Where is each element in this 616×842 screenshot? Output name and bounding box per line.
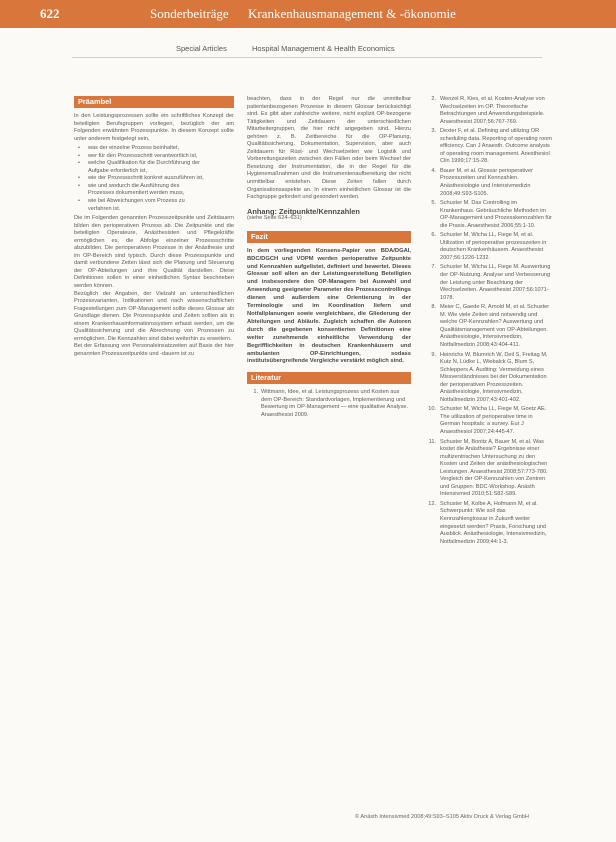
reference-number: 12. [428, 500, 436, 507]
subheader-divider [72, 57, 542, 58]
reference-item [424, 352, 552, 405]
reference-text: Schuster M, Wicha LL, Fiege M, et al. Utilization of perioperative prozesszeiten in deutschen Krankenhäusern. Anaesthesist 2007;56:1226-1232. [440, 232, 547, 261]
subheader-right: Hospital Management & Health Economics [252, 44, 395, 53]
preamble-paragraph: Bei der Erfassung von Personaleinsatzzeiten auf Basis der hier genannten Prozesszeitpunkte und -dauern ist zu [74, 343, 234, 357]
reference-item [424, 168, 552, 198]
reference-item [424, 96, 552, 126]
header-bar [0, 0, 616, 28]
preamble-intro: In den Leistungsprozessen sollte ein schriftliches Konzept der beteiligten Berufsgruppen vorliegen, bezüglich der am Folgenden erwähnten Prozesspunkte. In diesem Konzept sollte unter anderem festgelegt sein, [74, 113, 234, 142]
list-item: • welche Qualifikation für die Durchführung der Aufgabe erforderlich ist, [74, 160, 234, 175]
reference-number: 6. [431, 232, 436, 239]
section-title: Sonderbeiträge [150, 6, 229, 21]
reference-number: 1. [253, 389, 258, 396]
topic-title: Krankenhausmanagement & -ökonomie [248, 6, 456, 21]
reference-text: Wenzel R, Kies, et al. Kosten-Analyse von Wechselzeiten im OP. Theoretische Betrachtungen und Anwendungsbeispiele. Anaesthesist 2007;56:767-769. [440, 96, 545, 125]
reference-text: Meier C, Gaede R, Arnold M, et al. Schuster M. Wie viele Zeiten sind notwendig und welche OP-Kennzahlen? Auswertung und Qualitätsmanagement von OP-Abteilungen. Anästhesiologie, Intensivmedizin, Notfallmedizin 2008;43:404-411. [440, 304, 550, 348]
list-item: • was der einzelne Prozess beinhaltet, [74, 145, 234, 153]
reference-number: 7. [431, 264, 436, 271]
reference-item [424, 128, 552, 166]
list-item: • wie und wodurch die Ausführung des Prozesses dokumentiert werden muss, [74, 183, 234, 198]
reference-number: 10. [428, 406, 436, 413]
reference-item [424, 200, 552, 230]
conclusion-body: In dem vorliegenden Konsens-Papier von BDA/DGAI, BDC/DGCH und VOPM werden perioperative Zeitpunkte und Kennzahlen aufgelistet, definiert und bewertet. Dieses Glossar soll allen an der Leistungserstellung Beteiligten und insbesondere den OP-Managern bei Auswahl und Anwendung geeigneter Parameter des Prozesscontrollings dienen und außerdem eine Orientierung in der Terminologie und im Koordination liefern und Notfallplanungen sowie vergleichbare, die Gliederung der Abteilungen und Abläufe. Zugleich schaffen die Autoren durch die gegebenen konsentierten Definitionen eine weiter zunehmende einheitliche Verwendung der Begrifflichkeiten in deutschen Krankenhäusern und ambulanten OP-Einrichtungen, sodass institutsübergreifende Vergleiche verstärkt möglich sind. [247, 247, 411, 365]
column-left [74, 96, 234, 359]
reference-text: Heinrichs W, Blumrich W, Deil S, Freitag M, Kutz N, Lüdke L, Wiebalck G, Blum S, Schleppers A. Auditing: Vermeidung eines Missverständnisses bei der Dokumentation der perioperativen Prozesszeiten. Anästhesiologie, Intensivmedizin, Notfallmedizin 2007;43:401-402. [440, 351, 548, 403]
reference-text: Dexter F, et al. Defining and utilizing OR scheduling data. Reporting of operating room efficiency. Can J Anaesth. Outcome analysis of operating room management. Anesthesiol Clin 1999;17:15-28. [440, 128, 552, 165]
list-item: • wie der Prozessschritt konkret auszuführen ist, [74, 175, 234, 183]
reference-text: Schuster M, Wicha LL, Fiege M, Goetz AE. The utilization of perioperative time in German hospitals: a survey. Eur J Anaesthesiol 2007;24:445-47. [440, 406, 547, 435]
conclusion-heading: Fazit [247, 231, 411, 243]
reference-item [424, 501, 552, 546]
reference-number: 4. [431, 167, 436, 174]
reference-list [247, 389, 411, 419]
preamble-paragraph: Bezüglich der Angaben, der Vielzahl an unterschiedlichen Prozessvarianten, Indikationen und nach wissenschaftlichen Fragestellungen zum OP-Management sollte dieses Glossar als Grundlage dienen. Die Prozesspunkte und Zeiten sollten als in einem Krankenhausinformationssystem erfasst werden, um die Qualitätssicherung und die Abrechnung von Prozessen zu ermöglichen. Die Kennzahlen sind dabei weiterhin zu erweitern. [74, 290, 234, 342]
reference-text: Schuster M, Wicha LL, Fiege M. Auswertung der OP-Nutzung. Analyse und Verbesserung der Leistung unter Beachtung der Wechselzeiten. Anaesthesist 2007;56:1071-1078. [440, 264, 551, 301]
reference-number: 2. [431, 96, 436, 102]
preamble-heading: Präambel [74, 96, 234, 108]
subheader-left: Special Articles [176, 44, 227, 53]
reference-item [424, 264, 552, 302]
reference-item [424, 439, 552, 499]
reference-text: Schuster M. Das Controlling im Krankenhaus. Gebräuchliche Methoden im OP-Management und Prozesskennzahlen für die Praxis. Anaesthesist 2006;55:1-10. [440, 200, 552, 229]
reference-text: Wittmann, Idee, et al. Leistungsprozess und Kosten aus dem OP-Bereich: Standardvorlagen, Implementierung und Bewertung im OP-Management — eine qualitative Analyse. Anaesthesist 2009. [261, 389, 409, 418]
preamble-paragraph: Die im Folgenden genannten Prozesszeitpunkte und Zeitdauern bilden den perioperativen Prozess ab. Die Zeitpunkte und die beteiligten Operateure, Anästhesisten und Pflegekräfte ermöglichen es, die Abfolge einzelner Prozessschritte abzubilden. Die perioperativen Prozesse in der Anästhesie und im OP-Bereich sind typisch. Durch diese Prozesspunkte und damit verbundene Zeiten lässt sich die Planung und Steuerung der OP-Abteilungen und ihre Qualität darstellen. Diese Definitionen sollen in einer einheitlichen Syntax beschrieben werden können. [74, 215, 234, 290]
reference-list [424, 96, 552, 546]
appendix-heading: Anhang: Zeitpunkte/Kennzahlen [247, 206, 360, 216]
reference-item [424, 232, 552, 262]
reference-number: 11. [428, 438, 436, 445]
list-item: • wer für den Prozessschritt verantwortlich ist, [74, 153, 234, 161]
preamble-bullet-list [74, 145, 234, 213]
reference-number: 9. [431, 351, 436, 358]
literature-heading: Literatur [247, 372, 411, 384]
list-item: • wie bei Abweichungen vom Prozess zu verfahren ist. [74, 198, 234, 213]
reference-item [424, 406, 552, 436]
reference-item [247, 389, 411, 419]
reference-number: 8. [431, 304, 436, 311]
reference-text: Schuster M, Kolbe A, Hofmann M, et al. Schwerpunkt: Wie soll das Kennzahlenglossar in Zukunft weiter eingesetzt werden? Praxis, Forschung und Ausblick. Anästhesiologie, Intensivmedizin, Notfallmedizin 2009;44:1-3. [440, 500, 547, 545]
footer-citation: © Anästh Intensivmed 2008;49:S93–S105 Aktiv Druck & Verlag GmbH [355, 814, 529, 820]
column-middle [247, 96, 411, 422]
appendix-page-ref: (siehe Seite 624–631) [247, 215, 302, 222]
reference-number: 3. [431, 128, 436, 135]
page-number: 622 [40, 6, 60, 21]
reference-number: 5. [431, 200, 436, 207]
reference-text: Bauer M, et al. Glossar perioperativer Prozesszeiten und Kennzahlen. Anästhesiologie und Intensivmedizin 2008;49:S93-S105. [440, 167, 533, 197]
column-right [424, 96, 552, 548]
reference-item [424, 304, 552, 349]
reference-text: Schuster M, Bonitz A, Bauer M, et al. Was kostet die Anästhesie? Ergebnisse einer multizentrischen Untersuchung zu den Kosten und Zeiten der anästhesiologischen Leistungen. Anaesthesist 2008;57:773-780. Vergleich der OP-Kennzahlen von Zentren und Gruppen: BDC-Workshop. Anästh Intensivmed 2010;51:S82-S89. [440, 438, 548, 498]
continuation-paragraph: beachten, dass in der Regel nur die unmittelbar patientenbezogenen Prozesse in diesem Glossar berücksichtigt sind. Es gibt aber zahlreiche weitere, nicht explizit OP-bezogene Tätigkeiten und Zeitdauern der unterschiedlichen Mitarbeitergruppen, die hier nicht angegeben sind. Hierzu gehören z. B. Zeitbereiche für die OP-Planung, Qualitätssicherung, Dokumentation, Supervision, aber auch Zeitdauern für Rüst- und Wechselzeiten wie Logistik und Vorbereitungszeiten zwischen den Fällen oder beim Wechsel der Besetzung der Instrumentation, die in der Regel für die Hygienemaßnahmen und die Instrumentenaufbereitung der nicht unmittelbar entstehen. Diese Zeiten fallen durch Organisationsaspekte an. In einem einheitlichen Glossar ist die Fachgruppe gefordert und gesondert werden. [247, 96, 411, 201]
